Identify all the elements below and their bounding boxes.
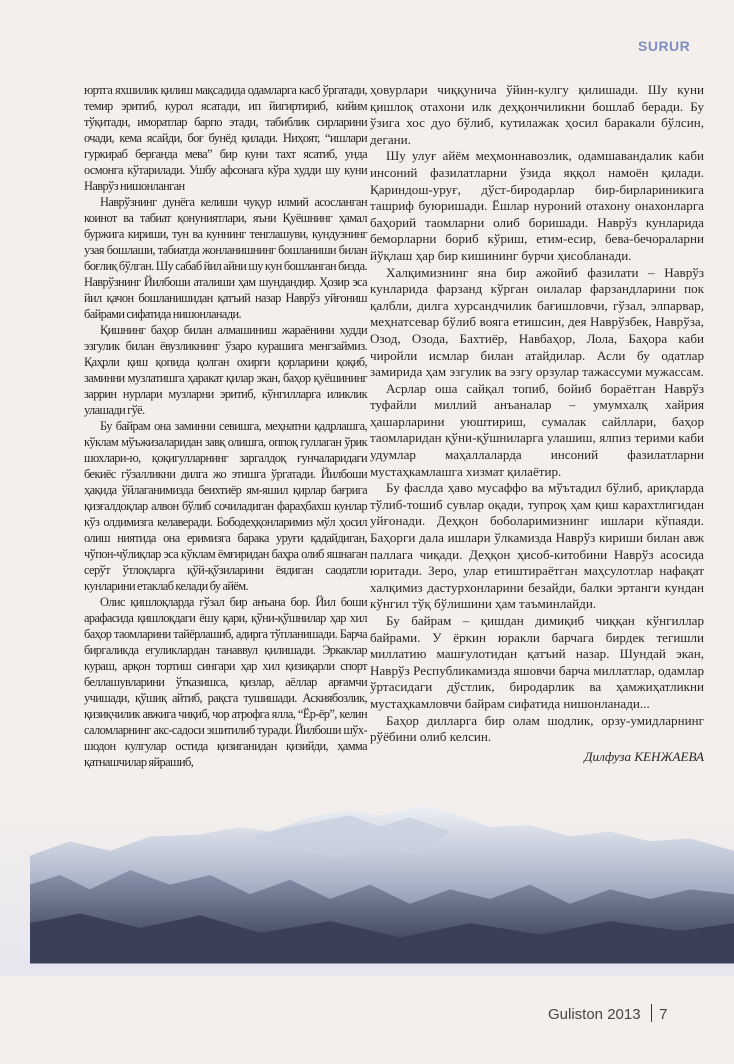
mountain-landscape-photo xyxy=(0,798,734,976)
paragraph: Шу улуғ айём меҳмоннавозлик, одамшавандалик каби инсоний фазилатларни ўзида яққол намоён қилади. Қариндош-уруғ, дўст-биродарлар бир-бирлариникига ташриф буюришади. Ёшлар нуроний отахону онахонларга баҳорий таомларни олиб боришади. Наврўз кунларида беморларни бориб кўриш, етим-есир, бева-бечораларни йўқлаш ҳар бир кишининг бурчи ҳисобланади. xyxy=(370,148,704,263)
paragraph: Асрлар оша сайқал топиб, бойиб бораётган Наврўз туфайли миллий анъаналар – умумхалқ хайрия ҳашарларини уюштириш, сумалак сайллари, баҳор таомларидан қўни-қўшниларга улашиш, ялпиз терими каби удумлар маҳаллаларда инсоний фазилатларни мустаҳкамлашга хизмат қилаётир. xyxy=(370,380,704,479)
page-number: 7 xyxy=(659,1006,668,1023)
magazine-name: Guliston 2013 xyxy=(548,1006,641,1023)
article-column-left xyxy=(84,82,367,770)
section-label: SURUR xyxy=(638,38,691,54)
paragraph: Бу фаслда ҳаво мусаффо ва мўътадил бўлиб, ариқларда тўлиб-тошиб сувлар оқади, тупроқ ҳам қиш карахтлигидан уйғонади. Деҳқон боболаримизнинг ишлари кўпаяди. Баҳорги дала ишлари ўлкамизда Наврўз кириши билан авж паллага чиқади. Деҳқон ҳисоб-китобини Наврўз асосида юритади. Зеро, улар етиштираётган маҳсулотлар нафақат халқимиз дастурхонларини безайди, балки эртанги кундан кўнгил тўқ бўлишини ҳам таъминлайди. xyxy=(370,480,704,612)
paragraph: Қишнинг баҳор билан алмашиниш жараёнини худди эзгулик билан ёвузликнинг ўзаро курашига менгзаймиз. Қаҳрли қиш қопида қолган охирги қорларини қоқиб, заминни музлатишга ҳаракат қилар экан, баҳор қуёшининг заррин нурлари музларни эритиб, кўнгилларга иликлик улашади гўё. xyxy=(84,323,367,417)
paragraph: юртга яхшилик қилиш мақсадида одамларга касб ўргатади, темир эритиб, курол ясатади, ип йигиртириб, кийим тўқитади, иморатлар барпо этади, табиблик сирларини очади, кема ясайди, боғ бунёд қилади. Ниҳоят, “ишлари гуркираб берганда мева” бир куни тахт ясатиб, унда осмонга кўтарилади. Ушбу афсонага кўра худди шу куни Наврўз нишонланган xyxy=(84,83,367,193)
author-signature: Дилфуза КЕНЖАЕВА xyxy=(584,748,704,764)
footer-divider xyxy=(651,1004,653,1022)
article-column-right xyxy=(370,82,704,765)
paragraph: Олис қишлоқларда гўзал бир анъана бор. Йил боши арафасида қишлоқдаги ёшу қари, қўни-қўшнилар ҳар хил баҳор таомларини тайёрлашиб, адирга тўпланишади. Барча биргаликда егуликлардан танаввул қилишади. Эркаклар кураш, арқон тортиш сингари ҳар хил қизиқарли спорт беллашувларини ўтказишса, қизлар, аёллар арғамчи учишади, қўшиқ айтиб, рақсга тушишади. Аскиябозлик, қизиқчилик авжига чиқиб, чор атрофга ялла, “Ёр-ёр”, келин саломларнинг акс-садоси эшитилиб туради. Йилбоши шўх-шодон кулгулар остида қизиганидан қизийди, ҳамма қатнашчилар яйрашиб, xyxy=(84,595,367,769)
paragraph: ҳовурлари чиққунича ўйин-кулгу қилишади. Шу куни қишлоқ отахони илк деҳқончиликни бошлаб беради. Бу ўзига хос дуо бўлиб, кутилажак ҳосил баракали бўлсин, дегани. xyxy=(370,82,704,147)
page-footer xyxy=(548,1004,667,1023)
paragraph: Бу байрам она заминни севишга, меҳнатни қадрлашга, кўклам мўъжизаларидан завқ олишга, оппоқ гуллаган ўрик шохлари-ю, қоқигулларнинг заргалдоқ ғунчаларидаги бекиёс гўзалликни дилга жо этишга ўргатади. Йилбоши ҳақида ўйлаганимизда беихтиёр ям-яшил қирлар бағрига қизғалдоқлар алвон бўлиб сочиладиган фараҳбахш кунлар кўз олдимизга келаверади. Бободеҳқонларимиз мўл ҳосил олиш ниятида она еримизга барака уруғи қадайдиган, чўпон-чўлиқлар эса кўклам ёмғиридан баҳра олиб яшнаган серўт ўтлоқларга қўй-қўзиларини ёядиган саодатли кунларини етаклаб келади бу айём. xyxy=(84,419,367,593)
paragraph: Баҳор дилларга бир олам шодлик, орзу-умидларнинг рўёбини олиб келсин. xyxy=(370,712,704,745)
paragraph: Наврўзнинг дунёга келиши чуқур илмий асосланган коинот ва табиат қонуниятлари, яъни Қуёшнинг ҳамал буржига кириши, тун ва куннинг тенглашуви, кундузнинг узая бошлаши, табиатда жонланишнинг бошланиши билан боғлиқ бўлган. Шу сабаб йил айни шу кун бошланган бизда. Наврўзнинг Йилбоши аталиши ҳам шундандир. Ҳозир эса йил қачон бошланишидан қатъий назар Наврўз уйғониш байрами сифатида нишонланади. xyxy=(84,195,367,321)
paragraph: Халқимизнинг яна бир ажойиб фазилати – Наврўз кунларида фарзанд кўрган оилалар фарзандларини пок қалбли, дилга хурсандчилик бағишловчи, гўзал, элпарвар, меҳнатсевар бўлиб вояга етишсин, дея Наврўзбек, Наврўза, Озод, Озода, Бахтиёр, Навбаҳор, Лола, Баҳора каби чиройли исмлар билан атайдилар. Асли бу одатлар замирида ҳам эзгулик ва эзгу орзулар тажассуми мужассам. xyxy=(370,264,704,380)
paragraph: Бу байрам – қишдан димиқиб чиққан кўнгиллар байрами. У ёркин юракли барчага бирдек тегишли миллатию машғулотидан қатъий назар. Шундай экан, Наврўз Республикамизда яшовчи барча миллатлар, одамлар ўртасидаги дўстлик, биродарлик ва ҳамжиҳатликни мустаҳкамловчи байрам сифатида нишонланади... xyxy=(370,613,704,711)
